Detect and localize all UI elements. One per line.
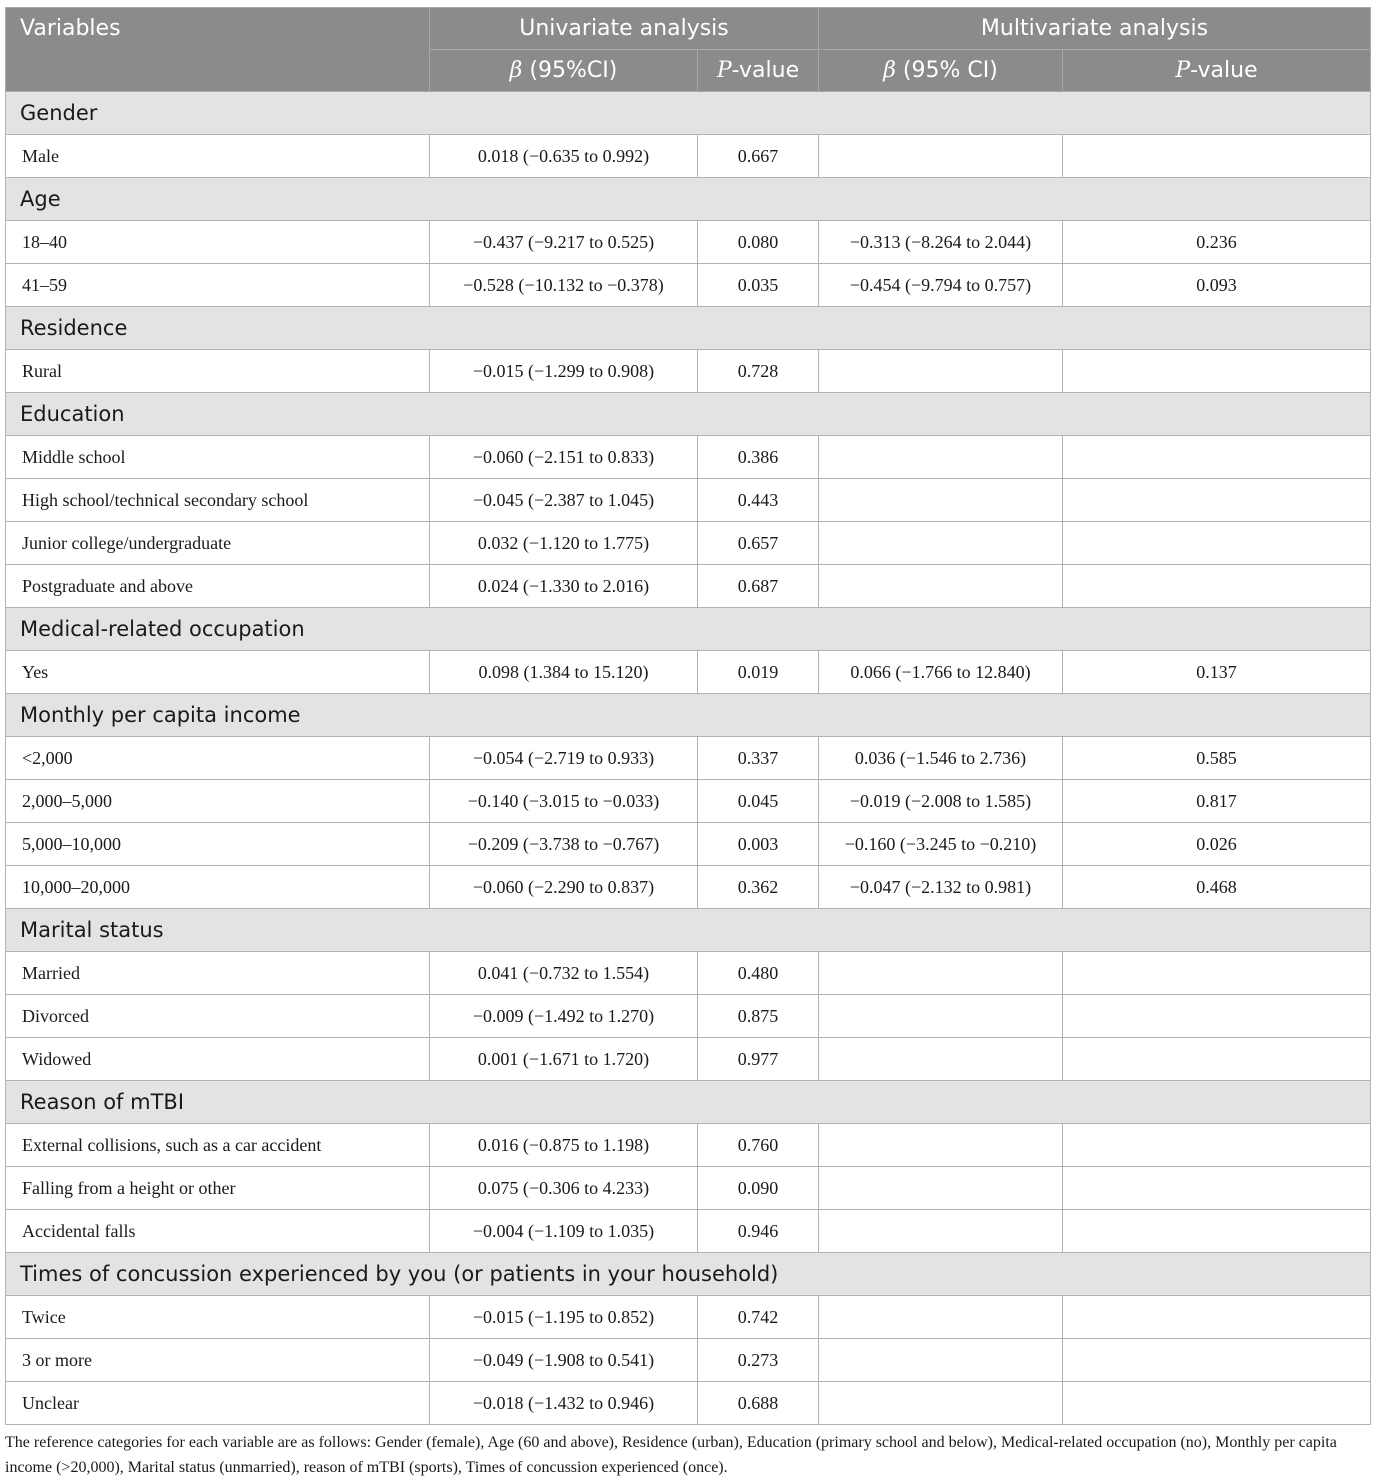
multivariate-beta-ci: −0.019 (−2.008 to 1.585) [819,780,1063,823]
multivariate-p-value [1063,1210,1371,1253]
univariate-beta-ci: 0.018 (−0.635 to 0.992) [430,135,698,178]
univariate-beta-ci: 0.075 (−0.306 to 4.233) [430,1167,698,1210]
row-label: Middle school [6,436,430,479]
multivariate-p-value [1063,1382,1371,1425]
multivariate-beta-ci [819,1167,1063,1210]
section-title: Times of concussion experienced by you (or patients in your household) [6,1253,1371,1296]
row-label: External collisions, such as a car accident [6,1124,430,1167]
section-title: Age [6,178,1371,221]
table-row [6,952,1371,995]
section-row [6,178,1371,221]
multivariate-p-value: 0.137 [1063,651,1371,694]
univariate-p-value: 0.728 [698,350,819,393]
univariate-p-value: 0.657 [698,522,819,565]
table-row [6,1167,1371,1210]
p-symbol: P [1175,58,1191,83]
multivariate-beta-ci [819,135,1063,178]
univariate-p-value: 0.687 [698,565,819,608]
univariate-p-value: 0.337 [698,737,819,780]
table-row [6,780,1371,823]
section-title: Education [6,393,1371,436]
multivariate-beta-ci [819,1296,1063,1339]
multivariate-p-value [1063,565,1371,608]
section-row [6,307,1371,350]
multivariate-p-value [1063,995,1371,1038]
table-row [6,1296,1371,1339]
row-label: 2,000–5,000 [6,780,430,823]
multivariate-p-value [1063,952,1371,995]
section-title: Gender [6,92,1371,135]
univariate-beta-ci: −0.045 (−2.387 to 1.045) [430,479,698,522]
univariate-p-value: 0.080 [698,221,819,264]
multivariate-p-value [1063,436,1371,479]
row-label: Divorced [6,995,430,1038]
univariate-p-value: 0.019 [698,651,819,694]
multivariate-beta-ci: 0.066 (−1.766 to 12.840) [819,651,1063,694]
row-label: 5,000–10,000 [6,823,430,866]
univariate-beta-ci: −0.015 (−1.299 to 0.908) [430,350,698,393]
section-row [6,1253,1371,1296]
multivariate-p-value: 0.585 [1063,737,1371,780]
multivariate-p-value [1063,522,1371,565]
section-title: Residence [6,307,1371,350]
multivariate-p-value [1063,1339,1371,1382]
table-row [6,1382,1371,1425]
univariate-beta-ci: −0.060 (−2.151 to 0.833) [430,436,698,479]
univariate-beta-ci: −0.054 (−2.719 to 0.933) [430,737,698,780]
multivariate-beta-ci [819,565,1063,608]
row-label: 41–59 [6,264,430,307]
multivariate-beta-ci: 0.036 (−1.546 to 2.736) [819,737,1063,780]
p-symbol: P [716,58,732,83]
multivariate-p-value [1063,135,1371,178]
univariate-p-value: 0.977 [698,1038,819,1081]
table-row [6,1339,1371,1382]
header-uni-p: P-value [698,50,819,92]
univariate-beta-ci: −0.140 (−3.015 to −0.033) [430,780,698,823]
row-label: Junior college/undergraduate [6,522,430,565]
table-row [6,350,1371,393]
multivariate-beta-ci [819,522,1063,565]
univariate-p-value: 0.003 [698,823,819,866]
row-label: Male [6,135,430,178]
section-row [6,909,1371,952]
univariate-beta-ci: 0.032 (−1.120 to 1.775) [430,522,698,565]
header-multi-p: P-value [1063,50,1371,92]
section-title: Medical-related occupation [6,608,1371,651]
row-label: Postgraduate and above [6,565,430,608]
table-row [6,1124,1371,1167]
table-row [6,1210,1371,1253]
table-row [6,737,1371,780]
section-row [6,393,1371,436]
table-row [6,651,1371,694]
univariate-beta-ci: −0.049 (−1.908 to 0.541) [430,1339,698,1382]
multivariate-beta-ci: −0.313 (−8.264 to 2.044) [819,221,1063,264]
table-row [6,479,1371,522]
multivariate-p-value: 0.236 [1063,221,1371,264]
section-row [6,92,1371,135]
multivariate-beta-ci [819,1124,1063,1167]
row-label: 18–40 [6,221,430,264]
multivariate-p-value [1063,1124,1371,1167]
section-title: Monthly per capita income [6,694,1371,737]
univariate-beta-ci: −0.209 (−3.738 to −0.767) [430,823,698,866]
multivariate-beta-ci: −0.454 (−9.794 to 0.757) [819,264,1063,307]
row-label: Rural [6,350,430,393]
univariate-beta-ci: 0.098 (1.384 to 15.120) [430,651,698,694]
multivariate-p-value: 0.468 [1063,866,1371,909]
table-row [6,823,1371,866]
section-title: Reason of mTBI [6,1081,1371,1124]
multivariate-p-value: 0.026 [1063,823,1371,866]
univariate-p-value: 0.760 [698,1124,819,1167]
univariate-p-value: 0.875 [698,995,819,1038]
univariate-p-value: 0.045 [698,780,819,823]
header-multivariate: Multivariate analysis [819,8,1371,50]
univariate-p-value: 0.946 [698,1210,819,1253]
section-row [6,694,1371,737]
section-row [6,608,1371,651]
row-label: Widowed [6,1038,430,1081]
univariate-beta-ci: −0.015 (−1.195 to 0.852) [430,1296,698,1339]
multivariate-beta-ci [819,1382,1063,1425]
table-row [6,565,1371,608]
univariate-beta-ci: −0.060 (−2.290 to 0.837) [430,866,698,909]
multivariate-p-value [1063,479,1371,522]
multivariate-p-value [1063,350,1371,393]
univariate-p-value: 0.667 [698,135,819,178]
table-header [6,8,1371,92]
multivariate-beta-ci: −0.160 (−3.245 to −0.210) [819,823,1063,866]
table-row [6,436,1371,479]
multivariate-beta-ci: −0.047 (−2.132 to 0.981) [819,866,1063,909]
table-row [6,221,1371,264]
univariate-beta-ci: −0.528 (−10.132 to −0.378) [430,264,698,307]
row-label: Married [6,952,430,995]
row-label: Unclear [6,1382,430,1425]
univariate-beta-ci: −0.018 (−1.432 to 0.946) [430,1382,698,1425]
row-label: Falling from a height or other [6,1167,430,1210]
table-row [6,995,1371,1038]
section-row [6,1081,1371,1124]
row-label: Twice [6,1296,430,1339]
univariate-beta-ci: 0.016 (−0.875 to 1.198) [430,1124,698,1167]
regression-table-panel [5,7,1370,1480]
multivariate-beta-ci [819,1038,1063,1081]
section-title: Marital status [6,909,1371,952]
multivariate-p-value [1063,1167,1371,1210]
univariate-p-value: 0.273 [698,1339,819,1382]
univariate-beta-ci: −0.437 (−9.217 to 0.525) [430,221,698,264]
row-label: Accidental falls [6,1210,430,1253]
univariate-p-value: 0.362 [698,866,819,909]
row-label: High school/technical secondary school [6,479,430,522]
multivariate-p-value [1063,1038,1371,1081]
univariate-beta-ci: 0.041 (−0.732 to 1.554) [430,952,698,995]
header-uni-beta: β (95%CI) [430,50,698,92]
univariate-p-value: 0.480 [698,952,819,995]
multivariate-p-value: 0.817 [1063,780,1371,823]
regression-table [5,7,1371,1425]
univariate-p-value: 0.090 [698,1167,819,1210]
table-row [6,135,1371,178]
univariate-beta-ci: 0.001 (−1.671 to 1.720) [430,1038,698,1081]
beta-symbol: β [883,58,896,83]
univariate-p-value: 0.688 [698,1382,819,1425]
multivariate-beta-ci [819,952,1063,995]
row-label: 10,000–20,000 [6,866,430,909]
univariate-beta-ci: 0.024 (−1.330 to 2.016) [430,565,698,608]
multivariate-beta-ci [819,1210,1063,1253]
header-multi-beta: β (95% CI) [819,50,1063,92]
univariate-beta-ci: −0.004 (−1.109 to 1.035) [430,1210,698,1253]
table-row [6,866,1371,909]
header-univariate: Univariate analysis [430,8,819,50]
table-footnote: The reference categories for each variable are as follows: Gender (female), Age (60 and above), Residence (urban), Education (primary school and below), Medical-related occupation (no), Monthly per capita income (>20,000), Marital status (unmarried), reason of mTBI (sports), Times of concussion experienced (once). [5,1434,1337,1476]
row-label: <2,000 [6,737,430,780]
univariate-p-value: 0.386 [698,436,819,479]
multivariate-p-value [1063,1296,1371,1339]
univariate-p-value: 0.443 [698,479,819,522]
row-label: 3 or more [6,1339,430,1382]
multivariate-beta-ci [819,479,1063,522]
table-row [6,522,1371,565]
table-row [6,1038,1371,1081]
row-label: Yes [6,651,430,694]
table-row [6,264,1371,307]
multivariate-beta-ci [819,350,1063,393]
multivariate-beta-ci [819,1339,1063,1382]
univariate-p-value: 0.742 [698,1296,819,1339]
table-body [6,92,1371,1425]
header-variables: Variables [6,8,430,92]
beta-symbol: β [509,58,523,83]
univariate-p-value: 0.035 [698,264,819,307]
multivariate-p-value: 0.093 [1063,264,1371,307]
multivariate-beta-ci [819,436,1063,479]
univariate-beta-ci: −0.009 (−1.492 to 1.270) [430,995,698,1038]
multivariate-beta-ci [819,995,1063,1038]
